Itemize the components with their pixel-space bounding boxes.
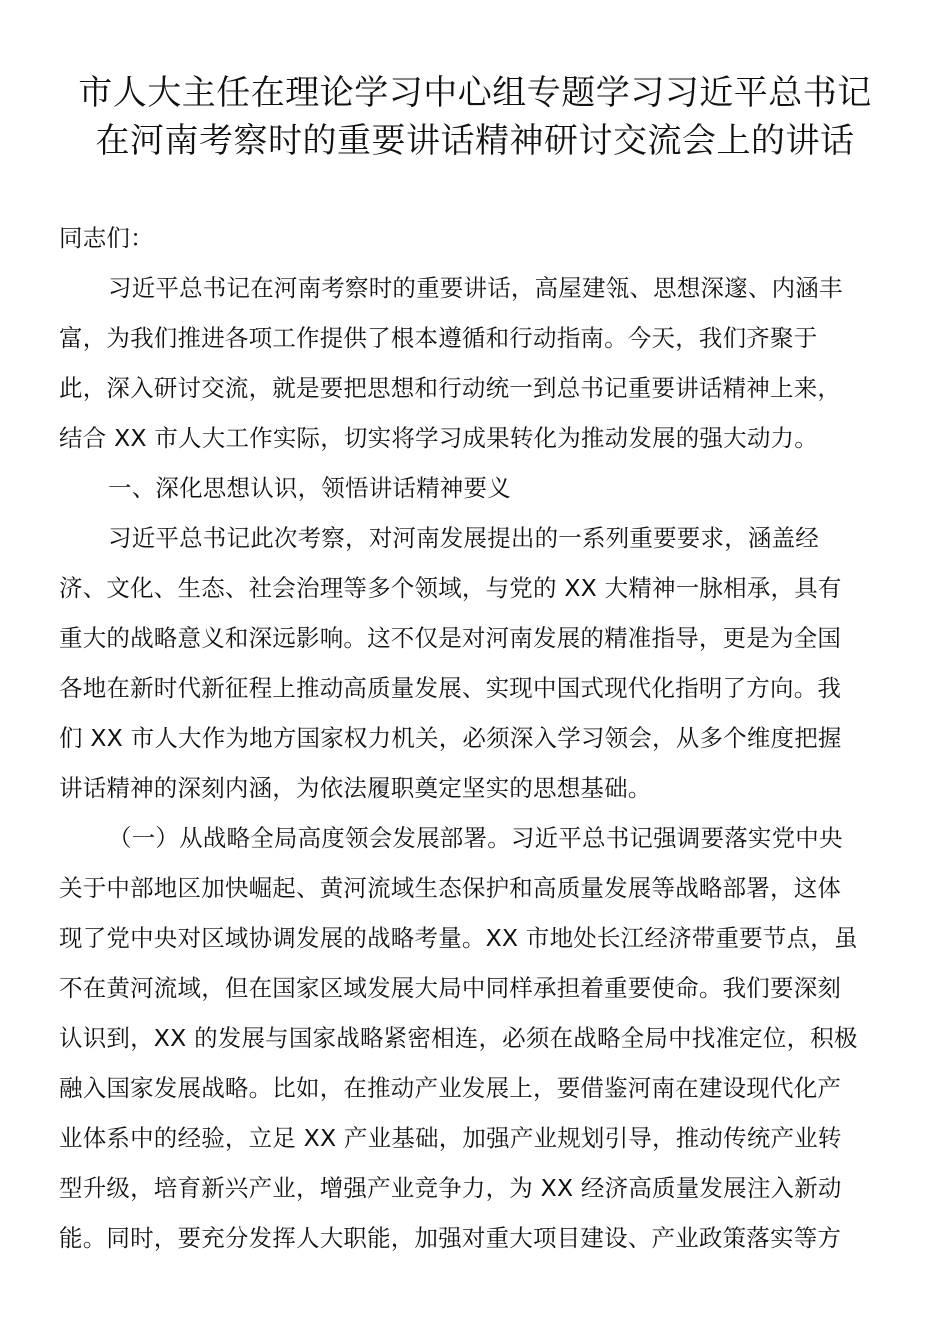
body-line: 习近平总书记此次考察，对河南发展提出的一系列重要要求，涵盖经 — [108, 524, 819, 552]
body-line: 富，为我们推进各项工作提供了根本遵循和行动指南。今天，我们齐聚于 — [59, 324, 818, 352]
body-line: 讲话精神的深刻内涵，为依法履职奠定坚实的思想基础。 — [59, 774, 652, 802]
document-title-line-2: 在河南考察时的重要讲话精神研讨交流会上的讲话 — [95, 121, 855, 161]
body-line: 们 XX 市人大作为地方国家权力机关，必须深入学习领会，从多个维度把握 — [59, 724, 842, 752]
body-line: 型升级，培育新兴产业，增强产业竞争力，为 XX 经济高质量发展注入新动 — [59, 1174, 842, 1202]
body-line: 不在黄河流域，但在国家区域发展大局中同样承担着重要使命。我们要深刻 — [59, 974, 842, 1002]
body-line: 此，深入研讨交流，就是要把思想和行动统一到总书记重要讲话精神上来， — [59, 374, 842, 402]
body-line: 现了党中央对区域协调发展的战略考量。XX 市地处长江经济带重要节点，虽 — [59, 924, 858, 952]
body-line: 认识到，XX 的发展与国家战略紧密相连，必须在战略全局中找准定位，积极 — [59, 1024, 858, 1052]
body-line: 各地在新时代新征程上推动高质量发展、实现中国式现代化指明了方向。我 — [59, 674, 842, 702]
body-line: 能。同时，要充分发挥人大职能，加强对重大项目建设、产业政策落实等方 — [59, 1224, 842, 1252]
body-line: 业体系中的经验，立足 XX 产业基础，加强产业规划引导，推动传统产业转 — [59, 1124, 842, 1152]
body-line: 习近平总书记在河南考察时的重要讲话，高屋建瓴、思想深邃、内涵丰 — [108, 274, 843, 302]
document-title-line-1: 市人大主任在理论学习中心组专题学习习近平总书记 — [78, 73, 872, 113]
body-line: 融入国家发展战略。比如，在推动产业发展上，要借鉴河南在建设现代化产 — [59, 1074, 842, 1102]
body-line: 结合 XX 市人大工作实际，切实将学习成果转化为推动发展的强大动力。 — [59, 424, 818, 452]
subsection-line: （一）从战略全局高度领会发展部署。习近平总书记强调要落实党中央 — [108, 824, 843, 852]
body-line: 重大的战略意义和深远影响。这不仅是对河南发展的精准指导，更是为全国 — [59, 624, 842, 652]
body-line: 济、文化、生态、社会治理等多个领域，与党的 XX 大精神一脉相承，具有 — [59, 574, 842, 602]
section-heading: 一、深化思想认识，领悟讲话精神要义 — [108, 474, 511, 502]
body-line: 关于中部地区加快崛起、黄河流域生态保护和高质量发展等战略部署，这体 — [59, 874, 842, 902]
salutation: 同志们： — [59, 224, 154, 252]
